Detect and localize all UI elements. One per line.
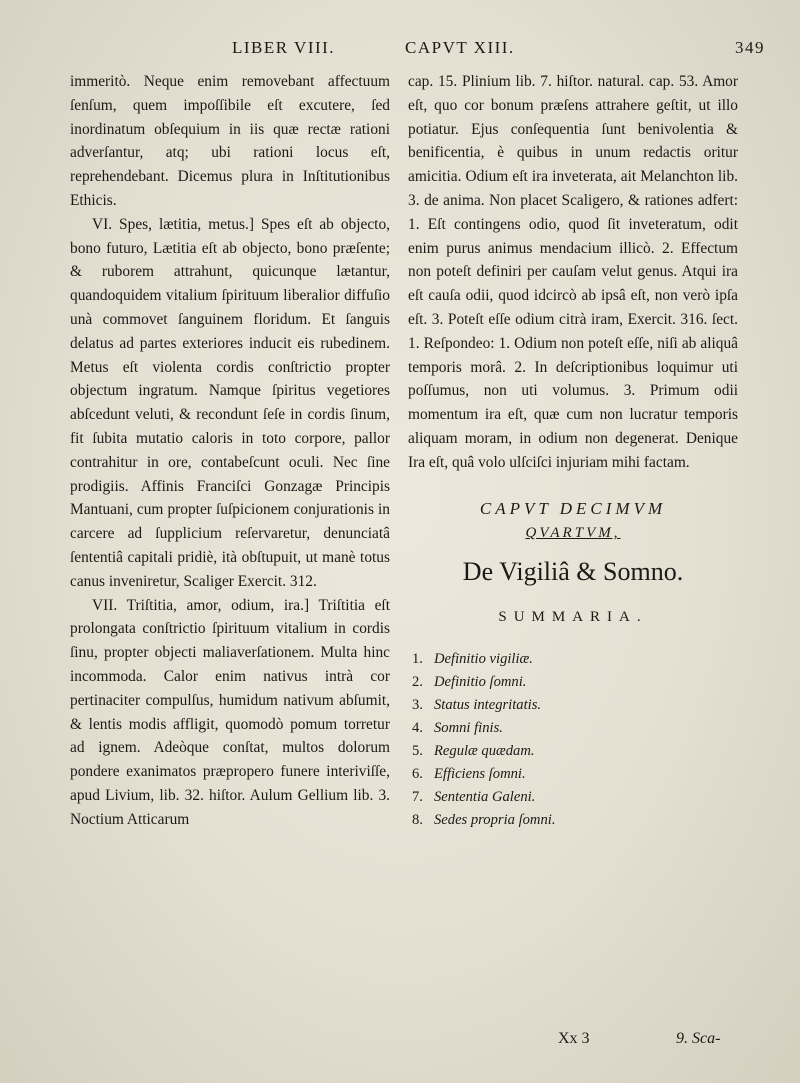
catchword: 9. Sca- — [676, 1030, 721, 1047]
summary-item: 7. Sententia Galeni. — [412, 788, 536, 805]
header-book: LIBER VIII. — [232, 38, 336, 57]
header-chapter: CAPVT XIII. — [405, 38, 515, 57]
left-paragraph-1: immeritò. Neque enim removebant affectuum ſenſum, quem impoſſibile eſt excutere, ſed inordinatum obſequium in iis quæ rectæ rationi adverſantur, atq; ubi rationi locus eſt, reprehendebant. Dicemus plura in Inſtitutionibus Ethicis. — [70, 73, 390, 209]
right-column — [408, 70, 738, 832]
summary-list — [408, 648, 738, 832]
chapter-main-title: De Vigiliâ & Somno. — [462, 557, 684, 587]
summary-heading: SUMMARIA. — [498, 608, 648, 625]
summary-item: 3. Status integritatis. — [412, 696, 542, 713]
right-paragraph-1: cap. 15. Plinium lib. 7. hiſtor. natural. cap. 53. Amor eſt, quo cor bonum præſens attrahere geſtit, ut illo potiatur. Ejus conſequentia ſunt benivolentia & benificentia, è quibus in unum redactis oritur amicitia. Odium eſt ira inveterata, ait Melanchton lib. 3. de anima. Non placet Scaligero, & rationes adfert: 1. Eſt contingens odio, quod ſit inveteratum, odit enim purus animus mendacium illicò. 2. Effectum non poteſt definiri per cauſam velut genus. Atqui ira eſt cauſa odii, quod idcircò ab ipsâ eſt, non verò ipſa eſt. 3. Poteſt eſſe odium citrà iram, Exercit. 316. ſect. 1. Reſpondeo: 1. Odium non poteſt eſſe, niſi ab aliquâ temporis morâ. 2. In deſcriptionibus loquimur uti poſſumus, non uti volumus. 3. Primum odii momentum ira eſt, quæ cum non lucratur temporis aliquam moram, in odium non degenerat. Denique Ira eſt, quâ volo ulſciſci injuriam mihi factam. — [408, 73, 738, 471]
summary-item: 2. Definitio ſomni. — [412, 673, 527, 690]
signature-mark: Xx 3 — [558, 1030, 590, 1047]
running-header — [0, 38, 800, 68]
summary-item: 6. Efficiens ſomni. — [412, 765, 526, 782]
left-paragraph-2: VI. Spes, lætitia, metus.] Spes eſt ab objecto, bono futuro, Lætitia eſt ab objecto, bono præſente; & ruborem attrahunt, quicunque lætantur, quandoquidem vitalium ſpirituum liberalior diffuſio unà commovet ſanguinem floridum. Et ſanguis delatus ad partes exteriores inducit eis rubedinem. Metus eſt violenta cordis conſtrictio propter objectum ingratum. Namque ſpiritus vegetiores abſcedunt veluti, & recondunt ſeſe in cordis ſinum, fit ſubita mutatio caloris in toto corpore, pallor contrahitur in ore, contabeſcunt oculi. Nec ſine prodigiis. Affinis Franciſci Gonzagæ Principis Mantuani, cum propter ſuſpicionem conjurationis in carcere ad ſupplicium reſervaretur, denunciatâ ſententiâ capitali pridiè, ità obſtupuit, ut manè totus canus inveniretur, Scaliger Exercit. 312. — [70, 215, 390, 590]
summary-item: 5. Regulæ quædam. — [412, 742, 535, 759]
left-paragraph-3: VII. Triſtitia, amor, odium, ira.] Triſtitia eſt prolongata conſtrictio ſpirituum vitalium in cordis ſinu, propter objecti maliaverſationem. Multa hinc incommoda. Calor enim nativus intrà cor pertinaciter compulſus, humidum nativum abſumit, & lentis modis affligit, quomodò pomum torretur ad ignem. Adeòque conſtat, multos dolorum pondere exanimatos præpropero funere interiviſſe, apud Livium, lib. 32. hiſtor. Aulum Gellium lib. 3. Noctium Atticarum — [70, 596, 390, 828]
summary-item: 1. Definitio vigiliæ. — [412, 650, 533, 667]
summary-item: 8. Sedes propria ſomni. — [412, 811, 556, 828]
page-footer — [408, 1030, 738, 1054]
summary-item: 4. Somni finis. — [412, 719, 503, 736]
page-number: 349 — [735, 38, 765, 57]
chapter-subheading: QVARTVM, — [525, 525, 621, 542]
left-column — [70, 70, 390, 832]
chapter-heading: CAPVT DECIMVM — [479, 498, 667, 518]
